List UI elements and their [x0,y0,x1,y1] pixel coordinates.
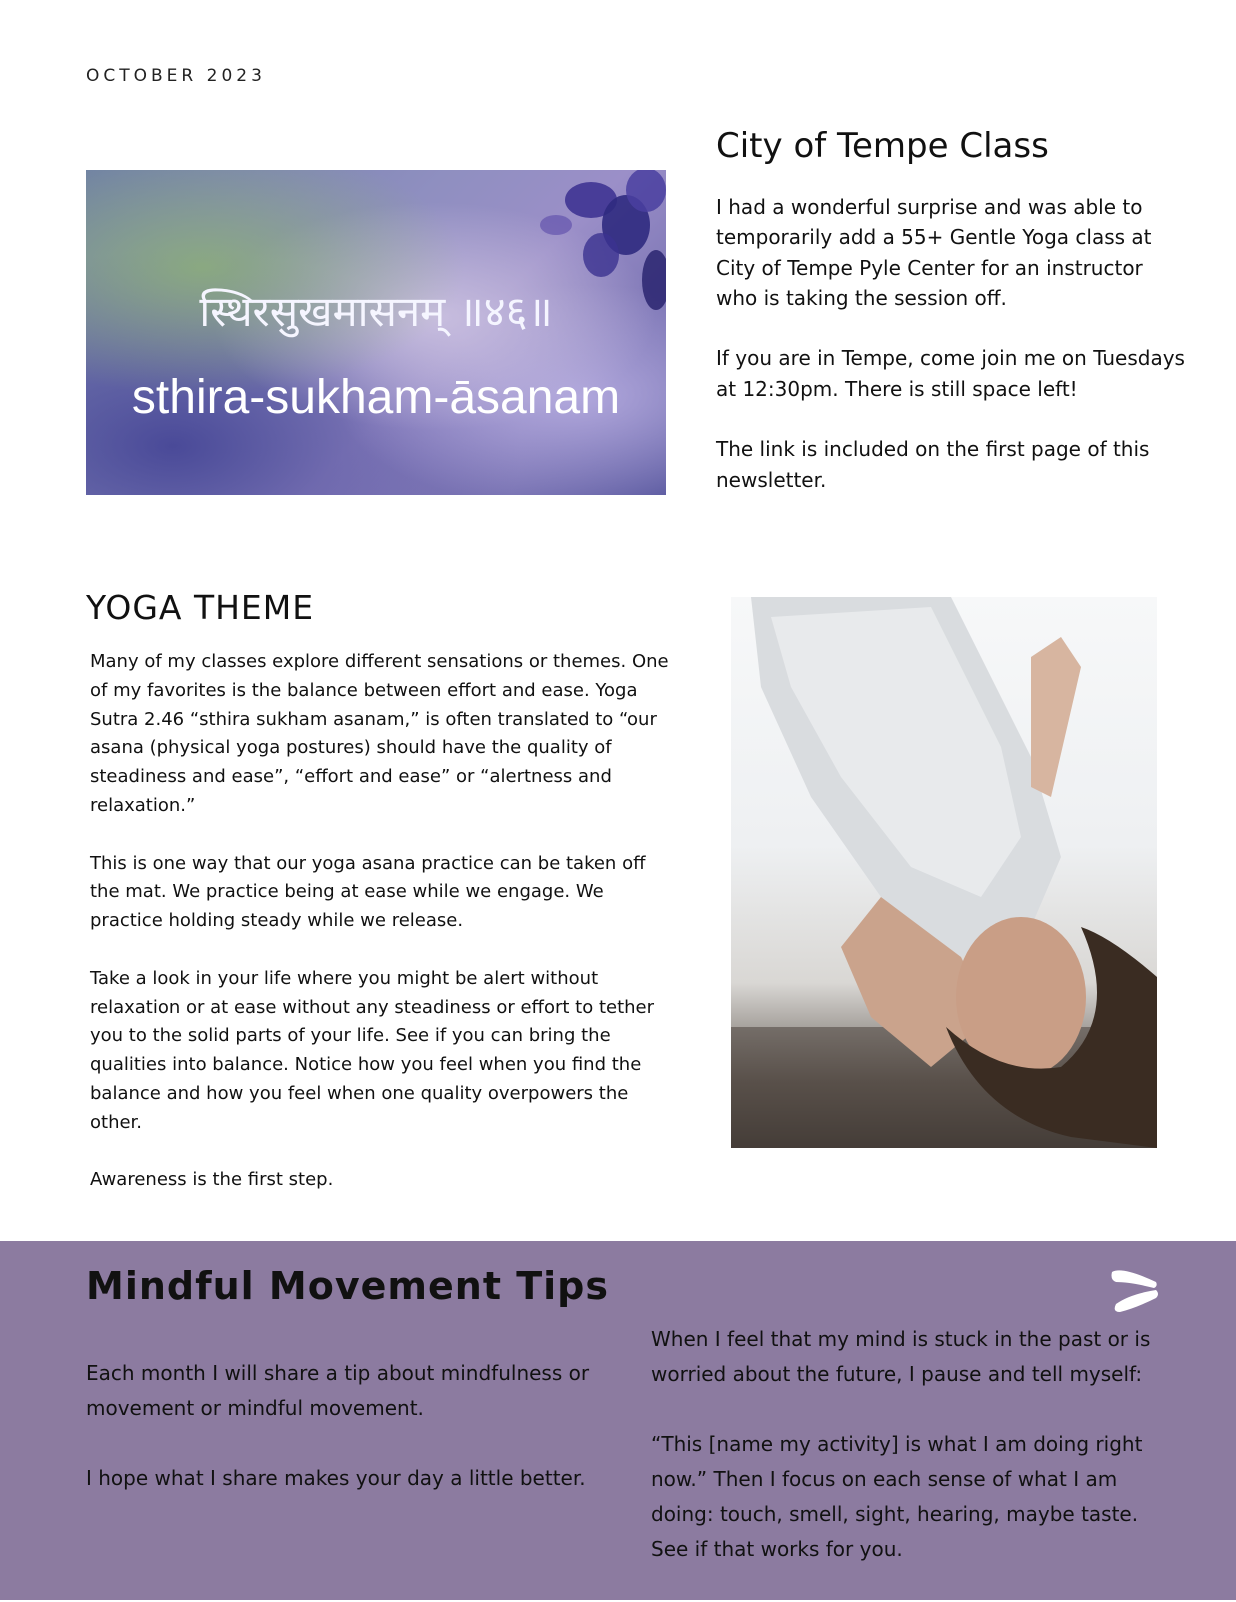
paragraph: Each month I will share a tip about mindfulness or movement or mindful movement. [86,1361,590,1420]
paragraph: If you are in Tempe, come join me on Tuesdays at 12:30pm. There is still space left! [716,346,1185,401]
tempe-class-title: City of Tempe Class [716,126,1049,166]
sutra-banner-image [86,170,666,495]
paragraph: When I feel that my mind is stuck in the past or is worried about the future, I pause and tell myself: [651,1327,1151,1386]
paragraph: This is one way that our yoga asana practice can be taken off the mat. We practice being at ease while we engage. We practice holding steady while we release. [90,852,646,932]
paragraph: Awareness is the first step. [90,1169,334,1191]
yoga-theme-body [90,648,680,1224]
paragraph: I had a wonderful surprise and was able to temporarily add a 55+ Gentle Yoga class at City of Tempe Pyle Center for an instructor who is taking the session off. [716,195,1152,310]
newsletter-date: OCTOBER 2023 [86,66,266,86]
paragraph: “This [name my activity] is what I am doing right now.” Then I focus on each sense of what I am doing: touch, smell, sight, hearing, maybe taste. See if that works for you. [651,1432,1143,1561]
yoga-theme-title: YOGA THEME [86,588,315,627]
tips-content [651,1322,1171,1602]
verse-transliteration: sthira-sukham-āsanam [131,371,621,424]
paragraph: Take a look in your life where you might be alert without relaxation or at ease without any steadiness or effort to tether you to the solid parts of your life. See if you can bring the qualities into balance. Notice how you feel when you find the balance and how you feel when one quality overpowers the other. [90,967,655,1133]
tips-intro [86,1356,626,1531]
tempe-class-body [716,192,1186,525]
paragraph: The link is included on the first page of this newsletter. [716,437,1150,492]
photo-illustration [731,597,1157,1148]
logo-icon [1110,1266,1160,1318]
paragraph: I hope what I share makes your day a little better. [86,1466,586,1490]
paragraph: Many of my classes explore different sensations or themes. One of my favorites is the balance between effort and ease. Yoga Sutra 2.46 “sthira sukham asanam,” is often translated to “our asana (physical yoga postures) should have the quality of steadiness and ease”, “effort and ease” or “alertness and relaxation.” [90,651,669,816]
woman-lying-photo [731,597,1157,1148]
mindful-tips-title: Mindful Movement Tips [86,1264,609,1308]
sanskrit-verse: स्थिरसुखमासनम् ॥४६॥ [199,287,553,336]
